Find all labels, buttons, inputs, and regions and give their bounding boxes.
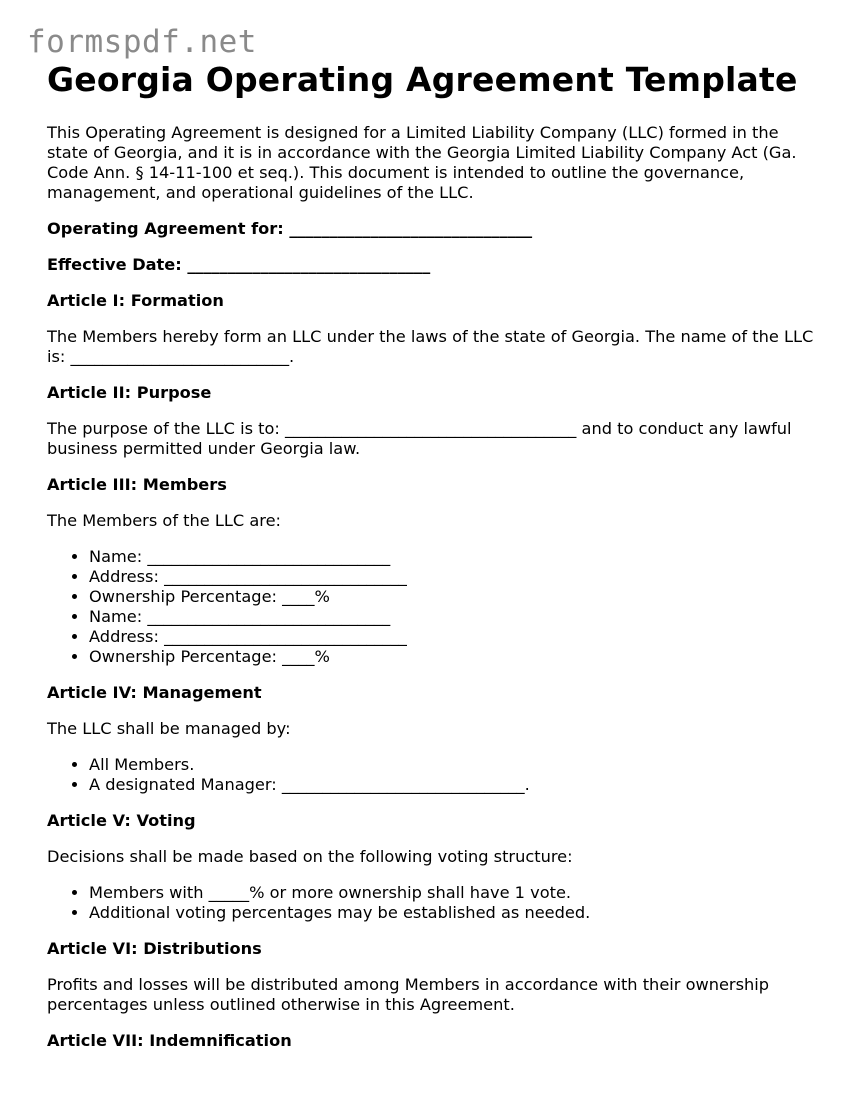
management-option-all-members: • All Members. [89, 755, 822, 775]
article-purpose-text: The purpose of the LLC is to: ____________________________________ and to conduct any lawful business permitted under Georgia law. [47, 419, 792, 458]
article-voting-heading: Article V: Voting [47, 811, 196, 830]
document-title: Georgia Operating Agreement Template [47, 60, 798, 99]
voting-list [47, 883, 822, 923]
operating-agreement-for-field: Operating Agreement for: ______________________________ [47, 219, 533, 238]
member-2-address: • Address: ______________________________ [89, 627, 822, 647]
voting-rule-2: • Additional voting percentages may be established as needed. [89, 903, 822, 923]
member-1-name: • Name: ______________________________ [89, 547, 822, 567]
article-management-text: The LLC shall be managed by: [47, 719, 291, 738]
article-distributions-heading: Article VI: Distributions [47, 939, 262, 958]
member-2-ownership: • Ownership Percentage: ____% [89, 647, 822, 667]
voting-rule-1: • Members with _____% or more ownership shall have 1 vote. [89, 883, 822, 903]
document-page [47, 62, 822, 1051]
article-purpose-heading: Article II: Purpose [47, 383, 212, 402]
effective-date-field: Effective Date: ______________________________ [47, 255, 431, 274]
article-formation-heading: Article I: Formation [47, 291, 224, 310]
article-voting-text: Decisions shall be made based on the following voting structure: [47, 847, 573, 866]
member-1-address: • Address: ______________________________ [89, 567, 822, 587]
management-option-manager: • A designated Manager: ______________________________. [89, 775, 822, 795]
intro-paragraph: This Operating Agreement is designed for a Limited Liability Company (LLC) formed in the state of Georgia, and it is in accordance with the Georgia Limited Liability Company Act (Ga. Code Ann. § 14-11-100 et seq.). This document is intended to outline the governance, management, and operational guidelines of the LLC. [47, 123, 797, 202]
management-list [47, 755, 822, 795]
site-watermark: formspdf.net [27, 24, 257, 60]
article-members-text: The Members of the LLC are: [47, 511, 281, 530]
member-2-name: • Name: ______________________________ [89, 607, 822, 627]
article-distributions-text: Profits and losses will be distributed among Members in accordance with their ownership percentages unless outlined otherwise in this Agreement. [47, 975, 770, 1014]
article-management-heading: Article IV: Management [47, 683, 262, 702]
article-members-heading: Article III: Members [47, 475, 227, 494]
member-1-ownership: • Ownership Percentage: ____% [89, 587, 822, 607]
members-list [47, 547, 822, 667]
article-formation-text: The Members hereby form an LLC under the laws of the state of Georgia. The name of the LLC is: ___________________________. [47, 327, 814, 366]
article-indemnification-heading: Article VII: Indemnification [47, 1031, 292, 1050]
